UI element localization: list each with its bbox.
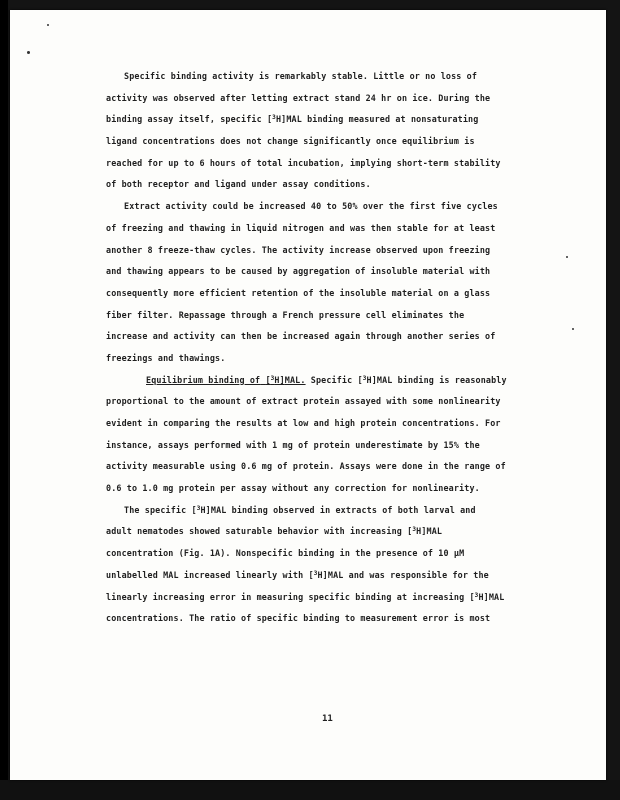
- binding-edge: [0, 0, 8, 800]
- text-line: Specific binding activity is remarkably stable. Little or no loss of: [124, 71, 478, 81]
- text-run: MAL: [488, 591, 505, 602]
- text-run: MAL binding is reasonably: [376, 374, 507, 385]
- tritium-label: [$^3$H]: [407, 526, 427, 537]
- section-heading: Equilibrium binding of [$^3$H]MAL.: [146, 374, 306, 385]
- text-run: binding assay itself, specific: [106, 114, 262, 125]
- scan-speck: [572, 328, 574, 330]
- text-line: [106, 500, 546, 522]
- tritium-label: [$^3$H]: [265, 374, 285, 385]
- body-text: [106, 66, 546, 630]
- text-line: reached for up to 6 hours of total incubation, implying short-term stability: [106, 157, 501, 168]
- tritium-label: [$^3$H]: [191, 504, 211, 515]
- tritium-label: [$^3$H]: [308, 569, 328, 580]
- scan-speck: [47, 24, 49, 26]
- text-line: concentrations. The ratio of specific binding to measurement error is most: [106, 613, 491, 624]
- text-line: instance, assays performed with 1 mg of protein underestimate by 15% the: [106, 439, 480, 450]
- text-run: linearly increasing error in measuring specific binding at increasing: [106, 591, 465, 602]
- tritium-label: [$^3$H]: [266, 114, 287, 125]
- text-run: MAL: [426, 526, 443, 537]
- text-line: activity was observed after letting extract stand 24 hr on ice. During the: [106, 92, 491, 103]
- text-run: The specific: [124, 504, 187, 515]
- text-line: [106, 543, 546, 565]
- text-line: of freezing and thawing in liquid nitrogen and was then stable for at least: [106, 222, 496, 233]
- text-line: Extract activity could be increased 40 to 50% over the first five cycles: [124, 201, 498, 212]
- text-line: [106, 521, 546, 543]
- text-line: consequently more efficient retention of the insoluble material on a glass: [106, 287, 491, 298]
- text-line: another 8 freeze-thaw cycles. The activity increase observed upon freezing: [106, 244, 491, 255]
- text-line: [106, 109, 546, 131]
- text-line: 0.6 to 1.0 mg protein per assay without any correction for nonlinearity.: [106, 483, 480, 494]
- text-line: freezings and thawings.: [106, 352, 226, 363]
- text-run: MAL and was responsible for the: [327, 569, 489, 580]
- text-line: activity measurable using 0.6 mg of protein. Assays were done in the range of: [106, 461, 506, 472]
- text-run: MAL binding measured at nonsaturating: [286, 114, 479, 125]
- text-line: of both receptor and ligand under assay conditions.: [106, 179, 371, 190]
- tritium-label: [$^3$H]: [469, 591, 489, 602]
- text-line: fiber filter. Repassage through a French pressure cell eliminates the: [106, 309, 465, 320]
- scan-bottom-border: [0, 780, 620, 800]
- text-line: [106, 587, 546, 609]
- text-run: unlabelled MAL increased linearly with: [106, 569, 304, 580]
- tritium-label: [$^3$H]: [357, 374, 377, 385]
- page-number: 11: [322, 714, 333, 724]
- text-line: increase and activity can then be increased again through another series of: [106, 331, 496, 342]
- text-line: and thawing appears to be caused by aggregation of insoluble material with: [106, 266, 491, 277]
- text-run: Specific: [310, 374, 353, 385]
- text-line: [106, 565, 546, 587]
- text-line: evident in comparing the results at low and high protein concentrations. For: [106, 418, 501, 428]
- text-run: adult nematodes showed saturable behavior with increasing: [106, 526, 402, 537]
- text-run: MAL binding observed in extracts of both larval and: [210, 504, 476, 515]
- text-run: concentration (Fig. 1A). Nonspecific binding in the presence of 10: [106, 548, 449, 559]
- text-line: ligand concentrations does not change significantly once equilibrium is: [106, 136, 475, 147]
- text-line: proportional to the amount of extract protein assayed with some nonlinearity: [106, 396, 501, 407]
- micro-unit: µM: [453, 548, 465, 559]
- scan-speck: [566, 256, 568, 258]
- scan-speck: [27, 51, 30, 54]
- text-line: [106, 370, 546, 392]
